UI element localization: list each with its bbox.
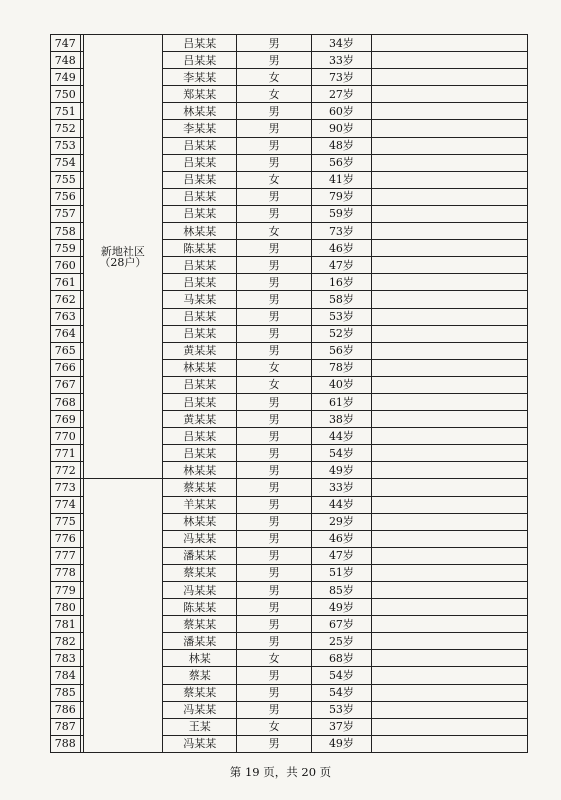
note-cell [372,359,528,376]
note-cell [372,69,528,86]
age-cell: 68岁 [311,650,371,667]
age-cell: 41岁 [311,171,371,188]
age-cell: 51岁 [311,564,371,581]
note-cell [372,376,528,393]
sex-cell: 男 [237,684,311,701]
note-cell [372,564,528,581]
age-cell: 49岁 [311,735,371,752]
row-gap-cell [80,667,83,684]
row-gap-cell [80,223,83,240]
row-number-cell: 787 [51,718,81,735]
sex-cell: 女 [237,376,311,393]
name-cell: 吕某某 [163,52,237,69]
age-cell: 33岁 [311,52,371,69]
age-cell: 60岁 [311,103,371,120]
row-gap-cell [80,701,83,718]
row-number-cell: 750 [51,86,81,103]
name-cell: 林某某 [163,103,237,120]
row-number-cell: 784 [51,667,81,684]
note-cell [372,342,528,359]
row-gap-cell [80,137,83,154]
name-cell: 蔡某某 [163,684,237,701]
note-cell [372,735,528,752]
row-gap-cell [80,735,83,752]
note-cell [372,154,528,171]
row-number-cell: 749 [51,69,81,86]
age-cell: 40岁 [311,376,371,393]
sex-cell: 女 [237,718,311,735]
name-cell: 羊某某 [163,496,237,513]
sex-cell: 男 [237,547,311,564]
sex-cell: 男 [237,240,311,257]
row-gap-cell [80,342,83,359]
name-cell: 吕某某 [163,188,237,205]
age-cell: 46岁 [311,240,371,257]
name-cell: 王某 [163,718,237,735]
name-cell: 陈某某 [163,240,237,257]
sex-cell: 男 [237,257,311,274]
sex-cell: 女 [237,171,311,188]
sex-cell: 男 [237,701,311,718]
age-cell: 61岁 [311,393,371,410]
row-number-cell: 769 [51,411,81,428]
age-cell: 78岁 [311,359,371,376]
row-gap-cell [80,257,83,274]
name-cell: 吕某某 [163,308,237,325]
name-cell: 吕某某 [163,393,237,410]
name-cell: 蔡某某 [163,616,237,633]
name-cell: 吕某某 [163,205,237,222]
table-row [51,479,528,496]
age-cell: 59岁 [311,205,371,222]
name-cell: 吕某某 [163,171,237,188]
note-cell [372,667,528,684]
row-number-cell: 771 [51,445,81,462]
sex-cell: 男 [237,616,311,633]
age-cell: 48岁 [311,137,371,154]
row-number-cell: 778 [51,564,81,581]
name-cell: 蔡某某 [163,479,237,496]
sex-cell: 男 [237,291,311,308]
note-cell [372,599,528,616]
row-gap-cell [80,69,83,86]
sex-cell: 女 [237,223,311,240]
name-cell: 吕某某 [163,428,237,445]
row-number-cell: 781 [51,616,81,633]
row-number-cell: 772 [51,462,81,479]
row-gap-cell [80,496,83,513]
name-cell: 郑某某 [163,86,237,103]
name-cell: 林某某 [163,513,237,530]
row-number-cell: 757 [51,205,81,222]
sex-cell: 男 [237,52,311,69]
sex-cell: 男 [237,35,311,52]
name-cell: 冯某某 [163,735,237,752]
age-cell: 34岁 [311,35,371,52]
age-cell: 54岁 [311,445,371,462]
age-cell: 53岁 [311,308,371,325]
row-gap-cell [80,171,83,188]
row-gap-cell [80,205,83,222]
name-cell: 林某某 [163,223,237,240]
row-gap-cell [80,52,83,69]
row-number-cell: 762 [51,291,81,308]
name-cell: 黄某某 [163,411,237,428]
note-cell [372,240,528,257]
age-cell: 52岁 [311,325,371,342]
sex-cell: 男 [237,479,311,496]
age-cell: 44岁 [311,496,371,513]
row-gap-cell [80,393,83,410]
sex-cell: 男 [237,120,311,137]
row-number-cell: 775 [51,513,81,530]
note-cell [372,479,528,496]
name-cell: 吕某某 [163,274,237,291]
note-cell [372,137,528,154]
name-cell: 马某某 [163,291,237,308]
sex-cell: 男 [237,103,311,120]
row-number-cell: 767 [51,376,81,393]
note-cell [372,445,528,462]
age-cell: 90岁 [311,120,371,137]
row-gap-cell [80,445,83,462]
row-number-cell: 768 [51,393,81,410]
row-number-cell: 774 [51,496,81,513]
row-gap-cell [80,86,83,103]
note-cell [372,274,528,291]
age-cell: 54岁 [311,667,371,684]
age-cell: 33岁 [311,479,371,496]
name-cell: 吕某某 [163,35,237,52]
row-number-cell: 770 [51,428,81,445]
note-cell [372,103,528,120]
name-cell: 黄某某 [163,342,237,359]
sex-cell: 男 [237,667,311,684]
row-gap-cell [80,564,83,581]
note-cell [372,701,528,718]
age-cell: 58岁 [311,291,371,308]
note-cell [372,86,528,103]
note-cell [372,496,528,513]
row-number-cell: 751 [51,103,81,120]
row-number-cell: 756 [51,188,81,205]
row-gap-cell [80,376,83,393]
note-cell [372,325,528,342]
note-cell [372,120,528,137]
note-cell [372,616,528,633]
age-cell: 53岁 [311,701,371,718]
row-gap-cell [80,103,83,120]
row-number-cell: 773 [51,479,81,496]
note-cell [372,393,528,410]
sex-cell: 男 [237,462,311,479]
note-cell [372,411,528,428]
row-gap-cell [80,428,83,445]
name-cell: 蔡某某 [163,564,237,581]
age-cell: 44岁 [311,428,371,445]
sex-cell: 女 [237,69,311,86]
row-number-cell: 766 [51,359,81,376]
row-gap-cell [80,325,83,342]
sex-cell: 女 [237,359,311,376]
table-row [51,35,528,52]
age-cell: 29岁 [311,513,371,530]
sex-cell: 男 [237,154,311,171]
row-gap-cell [80,188,83,205]
note-cell [372,530,528,547]
note-cell [372,428,528,445]
row-number-cell: 748 [51,52,81,69]
row-number-cell: 788 [51,735,81,752]
name-cell: 陈某某 [163,599,237,616]
note-cell [372,308,528,325]
row-gap-cell [80,633,83,650]
row-gap-cell [80,616,83,633]
note-cell [372,633,528,650]
note-cell [372,650,528,667]
note-cell [372,462,528,479]
row-gap-cell [80,650,83,667]
row-number-cell: 753 [51,137,81,154]
row-gap-cell [80,359,83,376]
row-gap-cell [80,599,83,616]
note-cell [372,35,528,52]
name-cell: 吕某某 [163,257,237,274]
name-cell: 吕某某 [163,137,237,154]
age-cell: 54岁 [311,684,371,701]
sex-cell: 男 [237,411,311,428]
name-cell: 吕某某 [163,325,237,342]
age-cell: 56岁 [311,154,371,171]
note-cell [372,718,528,735]
age-cell: 49岁 [311,599,371,616]
name-cell: 林某 [163,650,237,667]
row-number-cell: 786 [51,701,81,718]
sex-cell: 男 [237,564,311,581]
note-cell [372,257,528,274]
row-number-cell: 747 [51,35,81,52]
age-cell: 79岁 [311,188,371,205]
row-number-cell: 752 [51,120,81,137]
note-cell [372,188,528,205]
age-cell: 25岁 [311,633,371,650]
sex-cell: 男 [237,633,311,650]
row-gap-cell [80,547,83,564]
name-cell: 林某某 [163,359,237,376]
age-cell: 27岁 [311,86,371,103]
name-cell: 冯某某 [163,530,237,547]
name-cell: 吕某某 [163,154,237,171]
community-cell-continued [83,479,163,753]
name-cell: 蔡某 [163,667,237,684]
row-number-cell: 758 [51,223,81,240]
note-cell [372,52,528,69]
sex-cell: 男 [237,445,311,462]
resident-table [50,34,528,753]
sex-cell: 男 [237,496,311,513]
row-number-cell: 785 [51,684,81,701]
name-cell: 李某某 [163,120,237,137]
row-number-cell: 779 [51,582,81,599]
sex-cell: 女 [237,650,311,667]
note-cell [372,223,528,240]
sex-cell: 男 [237,205,311,222]
age-cell: 49岁 [311,462,371,479]
note-cell [372,171,528,188]
row-number-cell: 777 [51,547,81,564]
sex-cell: 男 [237,582,311,599]
sex-cell: 男 [237,530,311,547]
name-cell: 冯某某 [163,701,237,718]
age-cell: 46岁 [311,530,371,547]
sex-cell: 男 [237,137,311,154]
age-cell: 37岁 [311,718,371,735]
row-gap-cell [80,530,83,547]
row-gap-cell [80,240,83,257]
row-number-cell: 780 [51,599,81,616]
sex-cell: 男 [237,393,311,410]
sex-cell: 男 [237,342,311,359]
age-cell: 16岁 [311,274,371,291]
name-cell: 李某某 [163,69,237,86]
row-gap-cell [80,291,83,308]
sex-cell: 男 [237,274,311,291]
page-footer: 第 19 页，共 20 页 [229,765,332,779]
note-cell [372,582,528,599]
sex-cell: 男 [237,599,311,616]
community-cell [83,35,163,479]
note-cell [372,291,528,308]
age-cell: 56岁 [311,342,371,359]
name-cell: 林某某 [163,462,237,479]
age-cell: 73岁 [311,69,371,86]
row-number-cell: 754 [51,154,81,171]
resident-table-body [51,35,528,753]
note-cell [372,547,528,564]
note-cell [372,205,528,222]
row-number-cell: 761 [51,274,81,291]
row-gap-cell [80,411,83,428]
row-number-cell: 763 [51,308,81,325]
age-cell: 47岁 [311,547,371,564]
age-cell: 67岁 [311,616,371,633]
row-number-cell: 783 [51,650,81,667]
community-name: 新地社区 [100,244,145,258]
sex-cell: 男 [237,513,311,530]
name-cell: 吕某某 [163,445,237,462]
age-cell: 38岁 [311,411,371,428]
row-gap-cell [80,308,83,325]
sex-cell: 男 [237,325,311,342]
row-gap-cell [80,120,83,137]
row-number-cell: 765 [51,342,81,359]
row-gap-cell [80,154,83,171]
community-households: （28户） [99,255,147,269]
row-gap-cell [80,513,83,530]
row-number-cell: 782 [51,633,81,650]
row-number-cell: 776 [51,530,81,547]
age-cell: 85岁 [311,582,371,599]
name-cell: 潘某某 [163,633,237,650]
name-cell: 潘某某 [163,547,237,564]
note-cell [372,513,528,530]
row-number-cell: 760 [51,257,81,274]
row-number-cell: 759 [51,240,81,257]
row-number-cell: 755 [51,171,81,188]
row-gap-cell [80,582,83,599]
sex-cell: 男 [237,428,311,445]
row-gap-cell [80,718,83,735]
row-gap-cell [80,462,83,479]
age-cell: 73岁 [311,223,371,240]
sex-cell: 男 [237,308,311,325]
name-cell: 吕某某 [163,376,237,393]
row-number-cell: 764 [51,325,81,342]
note-cell [372,684,528,701]
row-gap-cell [80,684,83,701]
sex-cell: 女 [237,86,311,103]
sex-cell: 男 [237,735,311,752]
row-gap-cell [80,274,83,291]
name-cell: 冯某某 [163,582,237,599]
sex-cell: 男 [237,188,311,205]
age-cell: 47岁 [311,257,371,274]
